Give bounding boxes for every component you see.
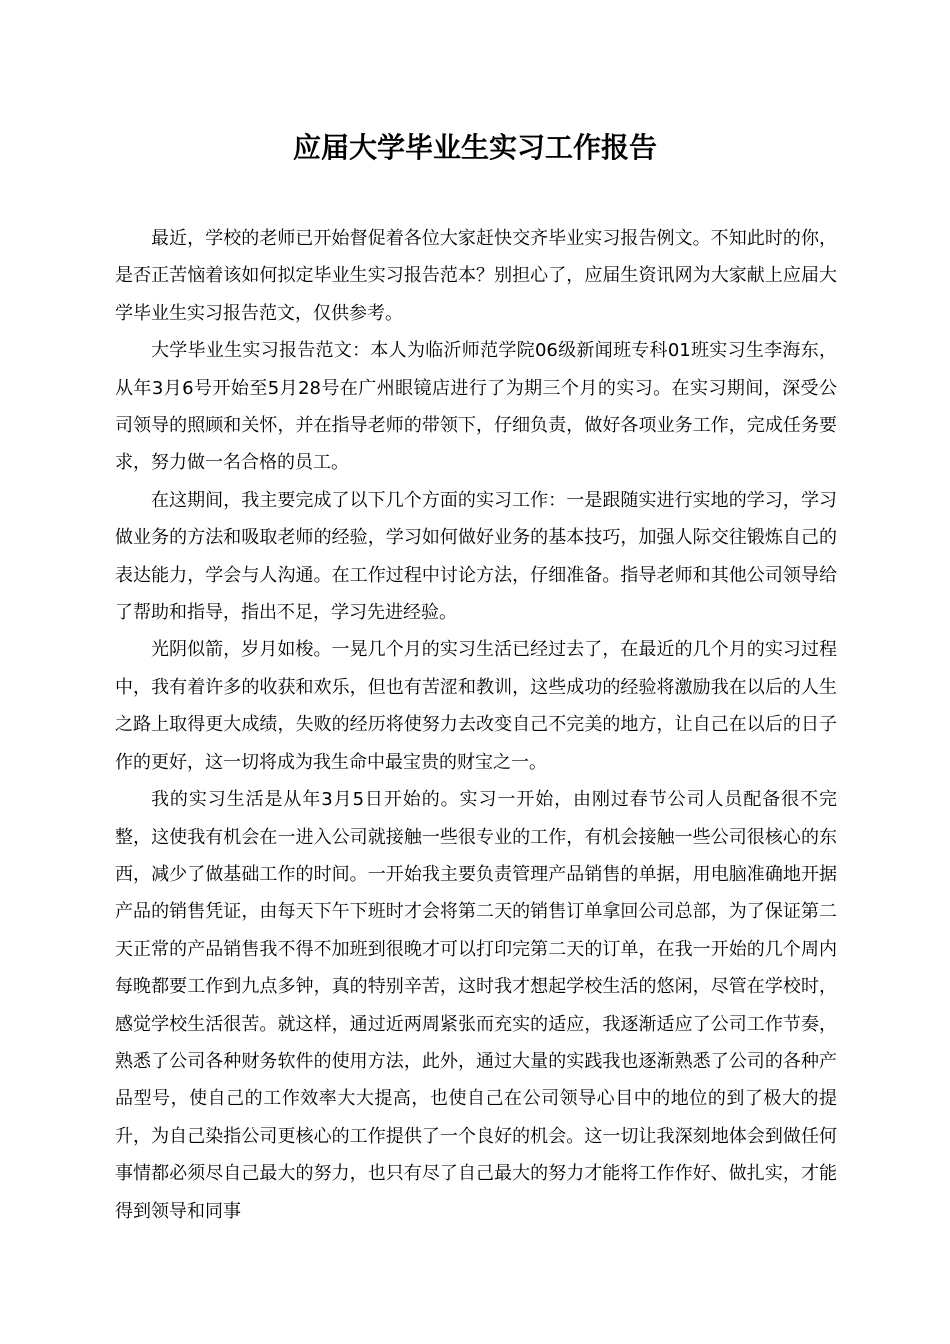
paragraph-5: 我的实习生活是从年3月5日开始的。实习一开始，由刚过春节公司人员配备很不完整，这使我有机会在一进入公司就接触一些很专业的工作，有机会接触一些公司很核心的东西，减少了做基础工作的时间。一开始我主要负责管理产品销售的单据，用电脑准确地开据产品的销售凭证，由每天下午下班时才会将第二天的销售订单拿回公司总部，为了保证第二天正常的产品销售我不得不加班到很晚才可以打印完第二天的订单，在我一开始的几个周内每晚都要工作到九点多钟，真的特别辛苦，这时我才想起学校生活的悠闲，尽管在学校时，感觉学校生活很苦。就这样，通过近两周紧张而充实的适应，我逐渐适应了公司工作节奏，熟悉了公司各种财务软件的使用方法，此外，通过大量的实践我也逐渐熟悉了公司的各种产品型号，使自己的工作效率大大提高，也使自己在公司领导心目中的地位的到了极大的提升，为自己染指公司更核心的工作提供了一个良好的机会。这一切让我深刻地体会到做任何事情都必须尽自己最大的努力，也只有尽了自己最大的努力才能将工作作好、做扎实，才能得到领导和同事 — [115, 789, 837, 1222]
document-title: 应届大学毕业生实习工作报告 — [292, 131, 657, 164]
paragraph-1: 最近，学校的老师已开始督促着各位大家赶快交齐毕业实习报告例文。不知此时的你，是否正苦恼着该如何拟定毕业生实习报告范本？别担心了，应届生资讯网为大家献上应届大学毕业生实习报告范文，仅供参考。 — [115, 228, 837, 324]
paragraph-4: 光阴似箭，岁月如梭。一晃几个月的实习生活已经过去了，在最近的几个月的实习过程中，我有着许多的收获和欢乐，但也有苦涩和教训，这些成功的经验将激励我在以后的人生之路上取得更大成绩，失败的经历将使努力去改变自己不完美的地方，让自己在以后的日子作的更好，这一切将成为我生命中最宝贵的财宝之一。 — [115, 639, 837, 773]
document-body — [115, 220, 837, 1230]
paragraph-3: 在这期间，我主要完成了以下几个方面的实习工作：一是跟随实进行实地的学习，学习做业务的方法和吸取老师的经验，学习如何做好业务的基本技巧，加强人际交往锻炼自己的表达能力，学会与人沟通。在工作过程中讨论方法，仔细准备。指导老师和其他公司领导给了帮助和指导，指出不足，学习先进经验。 — [115, 489, 837, 624]
paragraph-2: 大学毕业生实习报告范文：本人为临沂师范学院06级新闻班专科01班实习生李海东，从年3月6号开始至5月28号在广州眼镜店进行了为期三个月的实习。在实习期间，深受公司领导的照顾和关怀，并在指导老师的带领下，仔细负责，做好各项业务工作，完成任务要求，努力做一名合格的员工。 — [115, 340, 837, 474]
